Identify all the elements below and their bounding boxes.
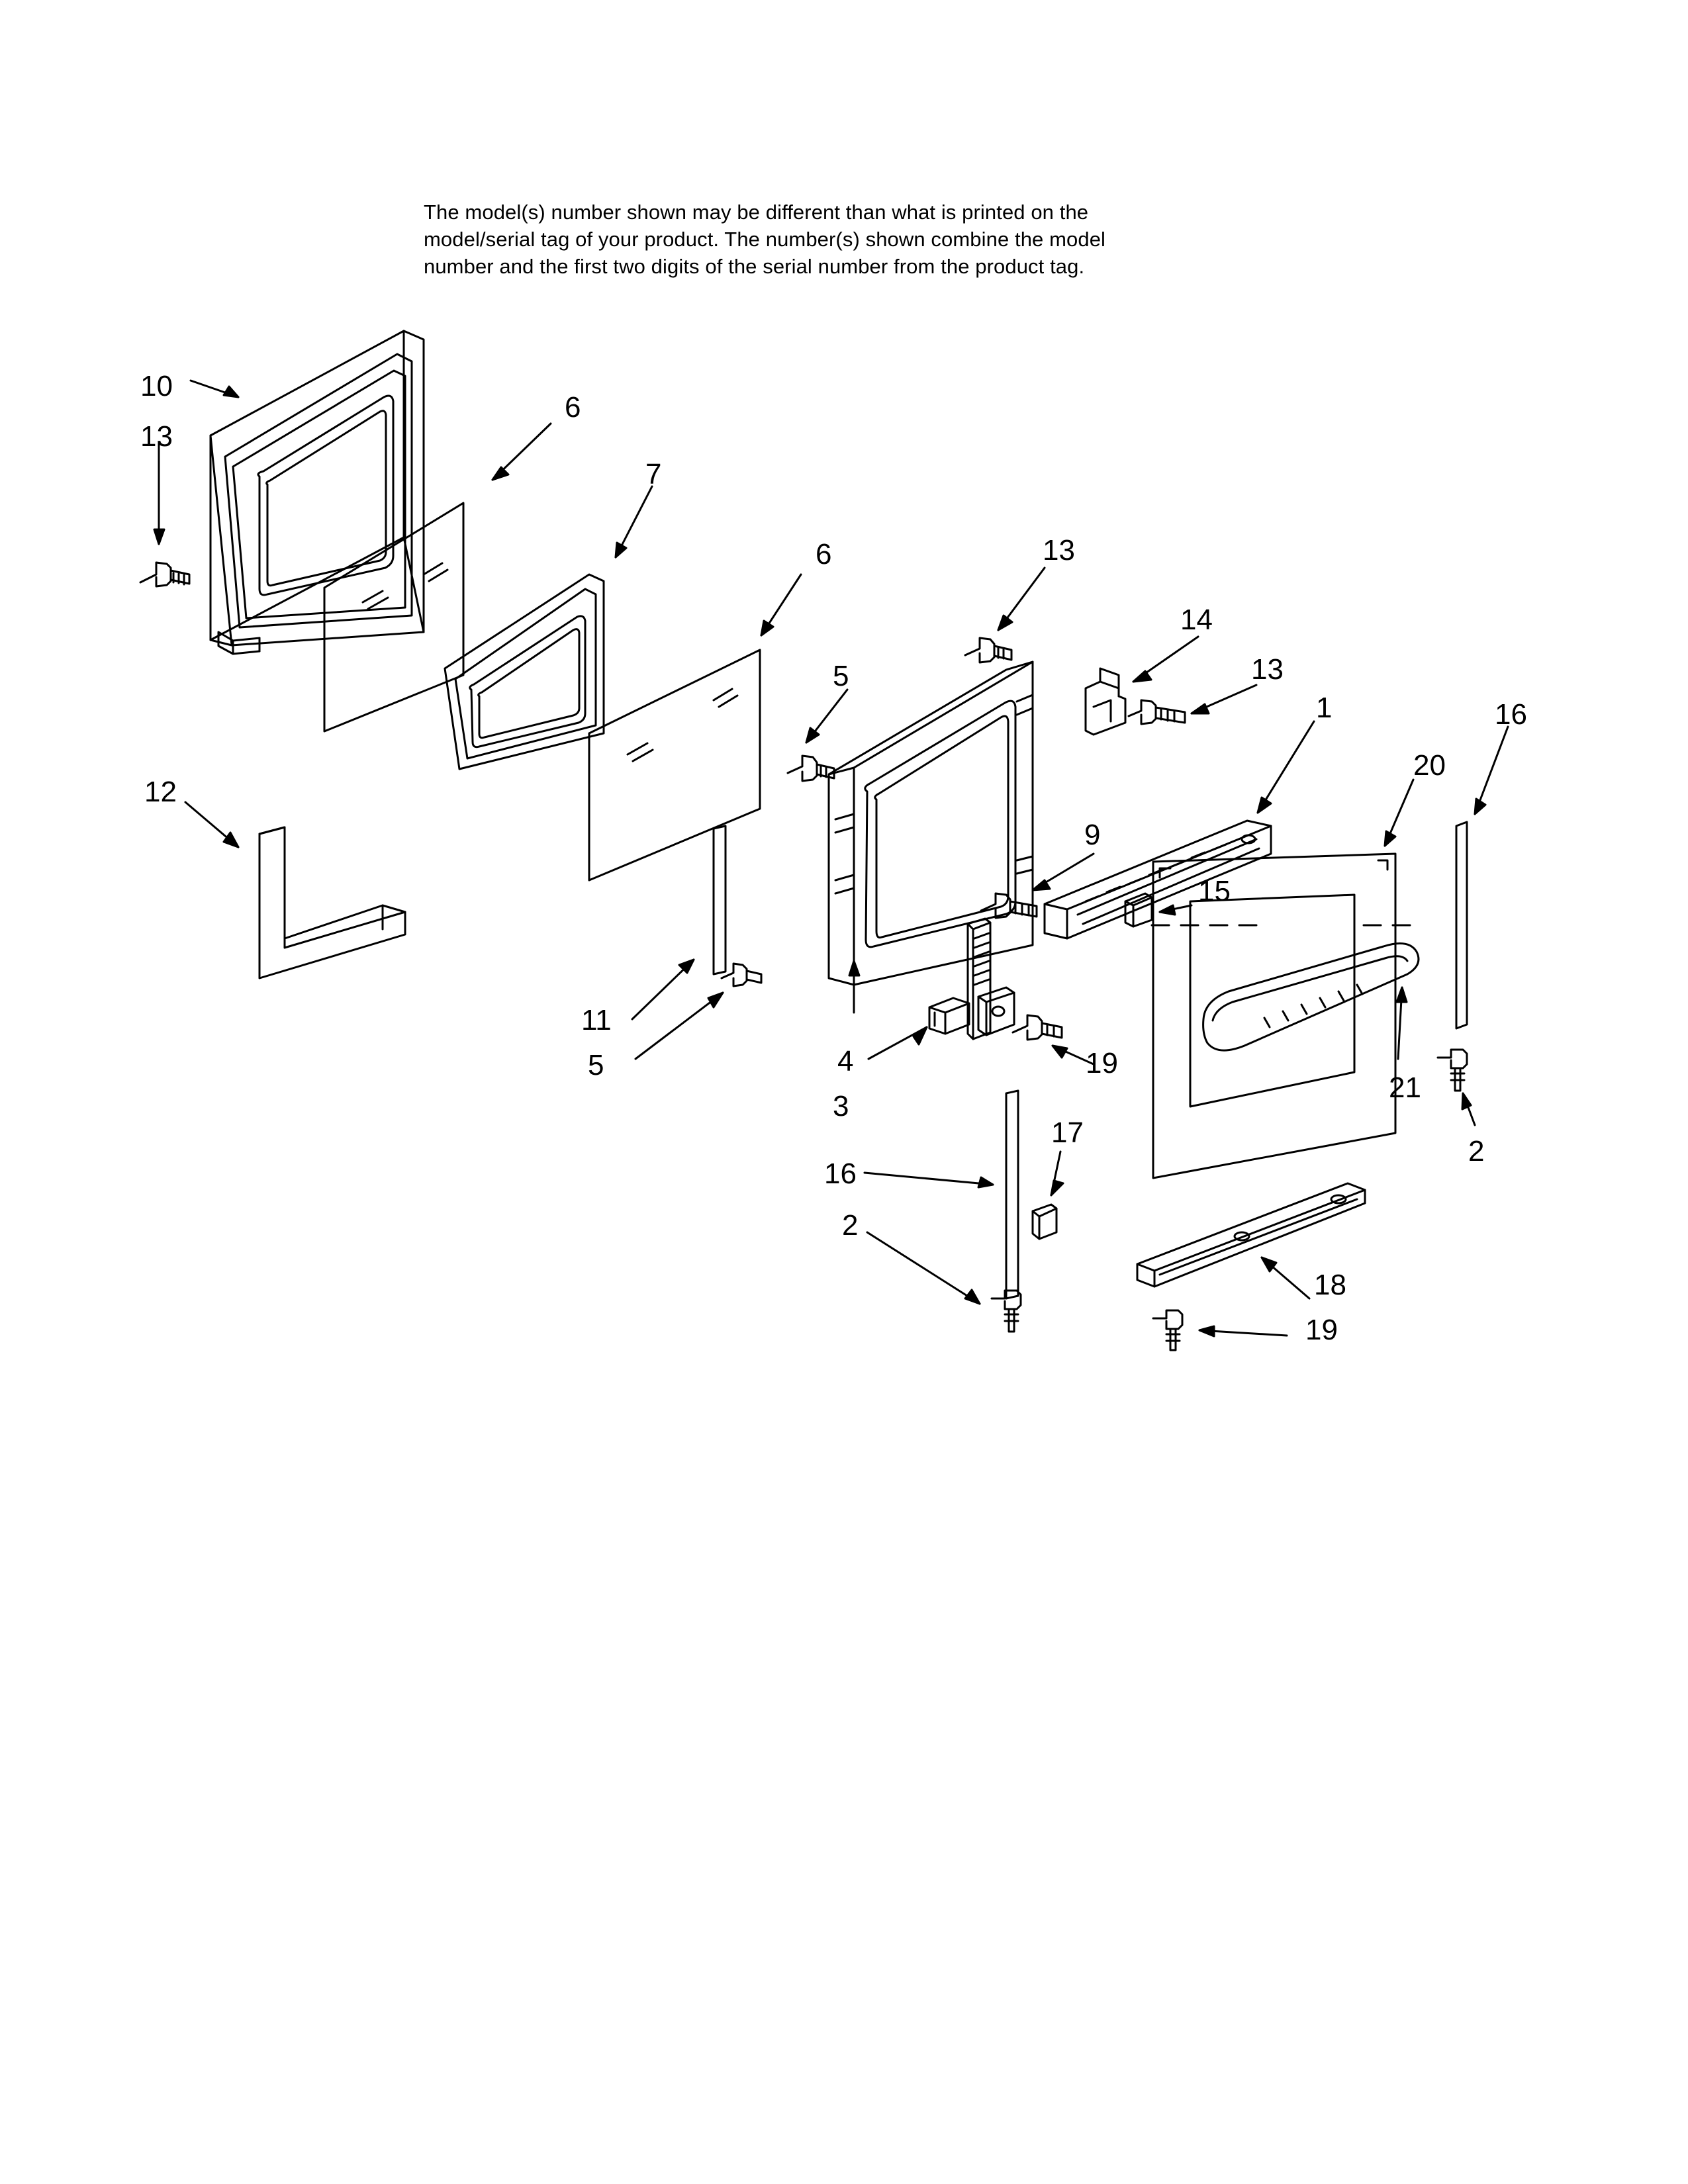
leader-11 bbox=[632, 960, 694, 1019]
part-latch-assembly-3 bbox=[929, 919, 1014, 1039]
callout-7: 7 bbox=[645, 458, 662, 490]
leader-16-right bbox=[1475, 727, 1508, 814]
part-rod-11 bbox=[714, 826, 726, 974]
leader-17 bbox=[1051, 1152, 1063, 1195]
part-screw-5a bbox=[722, 964, 761, 986]
part-pad-17 bbox=[1033, 1205, 1056, 1239]
leader-3 bbox=[868, 1027, 927, 1059]
part-screw-19a bbox=[1013, 1015, 1062, 1040]
callout-15: 15 bbox=[1198, 875, 1231, 907]
callout-13-a: 13 bbox=[140, 420, 173, 453]
note-line-1: The model(s) number shown may be different than what is printed on the bbox=[424, 201, 1089, 224]
callout-19-a: 19 bbox=[1086, 1047, 1118, 1079]
leader-21 bbox=[1397, 987, 1407, 1059]
leader-13b bbox=[998, 568, 1045, 630]
part-bracket-12 bbox=[259, 827, 405, 978]
part-screw-9 bbox=[981, 893, 1037, 918]
part-screw-19b bbox=[1153, 1310, 1182, 1350]
callout-10: 10 bbox=[140, 370, 173, 402]
leader-16-left bbox=[865, 1173, 993, 1187]
leader-10 bbox=[191, 381, 238, 397]
leader-20 bbox=[1385, 780, 1413, 846]
note-line-2: model/serial tag of your product. The number(s) shown combine the model bbox=[424, 228, 1106, 251]
leader-7 bbox=[616, 486, 652, 557]
callout-4: 4 bbox=[837, 1045, 854, 1077]
leader-5-upper bbox=[806, 690, 847, 743]
callout-18: 18 bbox=[1314, 1269, 1346, 1301]
part-screw-13c bbox=[1129, 700, 1185, 724]
callout-6-a: 6 bbox=[565, 391, 581, 424]
part-clip-14 bbox=[1086, 668, 1125, 735]
leader-6a bbox=[492, 424, 551, 480]
part-outer-door-20 bbox=[1153, 854, 1419, 1178]
part-rod-16-right bbox=[1456, 822, 1467, 1028]
part-door-inner-frame bbox=[829, 662, 1033, 985]
callout-16-right: 16 bbox=[1495, 698, 1527, 731]
callout-12: 12 bbox=[144, 776, 177, 808]
part-outer-door-panel bbox=[211, 331, 424, 654]
callout-6-b: 6 bbox=[816, 538, 832, 570]
callout-1: 1 bbox=[1316, 692, 1333, 724]
part-screw-2-right bbox=[1438, 1050, 1467, 1091]
leader-14 bbox=[1133, 637, 1198, 682]
leader-6b bbox=[761, 574, 801, 635]
leader-15 bbox=[1160, 905, 1192, 915]
note-line-3: number and the first two digits of the serial number from the product tag. bbox=[424, 255, 1085, 279]
callout-19-b: 19 bbox=[1305, 1314, 1338, 1346]
part-rod-16-left bbox=[1006, 1091, 1018, 1298]
callout-11: 11 bbox=[581, 1004, 612, 1036]
callout-9: 9 bbox=[1084, 819, 1101, 851]
leader-19b bbox=[1199, 1326, 1287, 1336]
leader-4 bbox=[849, 961, 859, 1013]
callout-2-left: 2 bbox=[842, 1209, 859, 1242]
leader-2-left bbox=[867, 1232, 980, 1304]
leader-18 bbox=[1262, 1257, 1309, 1298]
part-inner-glass-6b bbox=[589, 650, 760, 880]
callout-14: 14 bbox=[1180, 604, 1213, 636]
leader-13-top bbox=[154, 442, 164, 544]
callout-16-left: 16 bbox=[824, 1158, 857, 1190]
callout-17: 17 bbox=[1051, 1116, 1084, 1149]
part-screw-5b bbox=[788, 756, 834, 781]
part-screw-13b bbox=[965, 638, 1011, 662]
callout-3: 3 bbox=[833, 1090, 849, 1122]
callout-5-lower: 5 bbox=[588, 1049, 604, 1081]
callout-21: 21 bbox=[1389, 1071, 1421, 1104]
leader-2-right bbox=[1462, 1093, 1475, 1125]
part-vent-trim-1 bbox=[1045, 821, 1271, 938]
leader-9 bbox=[1033, 854, 1094, 890]
callout-2-right: 2 bbox=[1468, 1135, 1485, 1167]
leader-13c bbox=[1192, 685, 1256, 713]
callout-20: 20 bbox=[1413, 749, 1446, 782]
part-pad-15 bbox=[1125, 893, 1152, 927]
callout-5-upper: 5 bbox=[833, 660, 849, 692]
callout-13-c: 13 bbox=[1251, 653, 1284, 686]
callout-13-b: 13 bbox=[1043, 534, 1075, 567]
part-middle-frame-7 bbox=[445, 574, 604, 769]
leader-12 bbox=[185, 802, 238, 847]
part-screw-13a bbox=[140, 563, 189, 586]
leader-1 bbox=[1258, 721, 1314, 813]
